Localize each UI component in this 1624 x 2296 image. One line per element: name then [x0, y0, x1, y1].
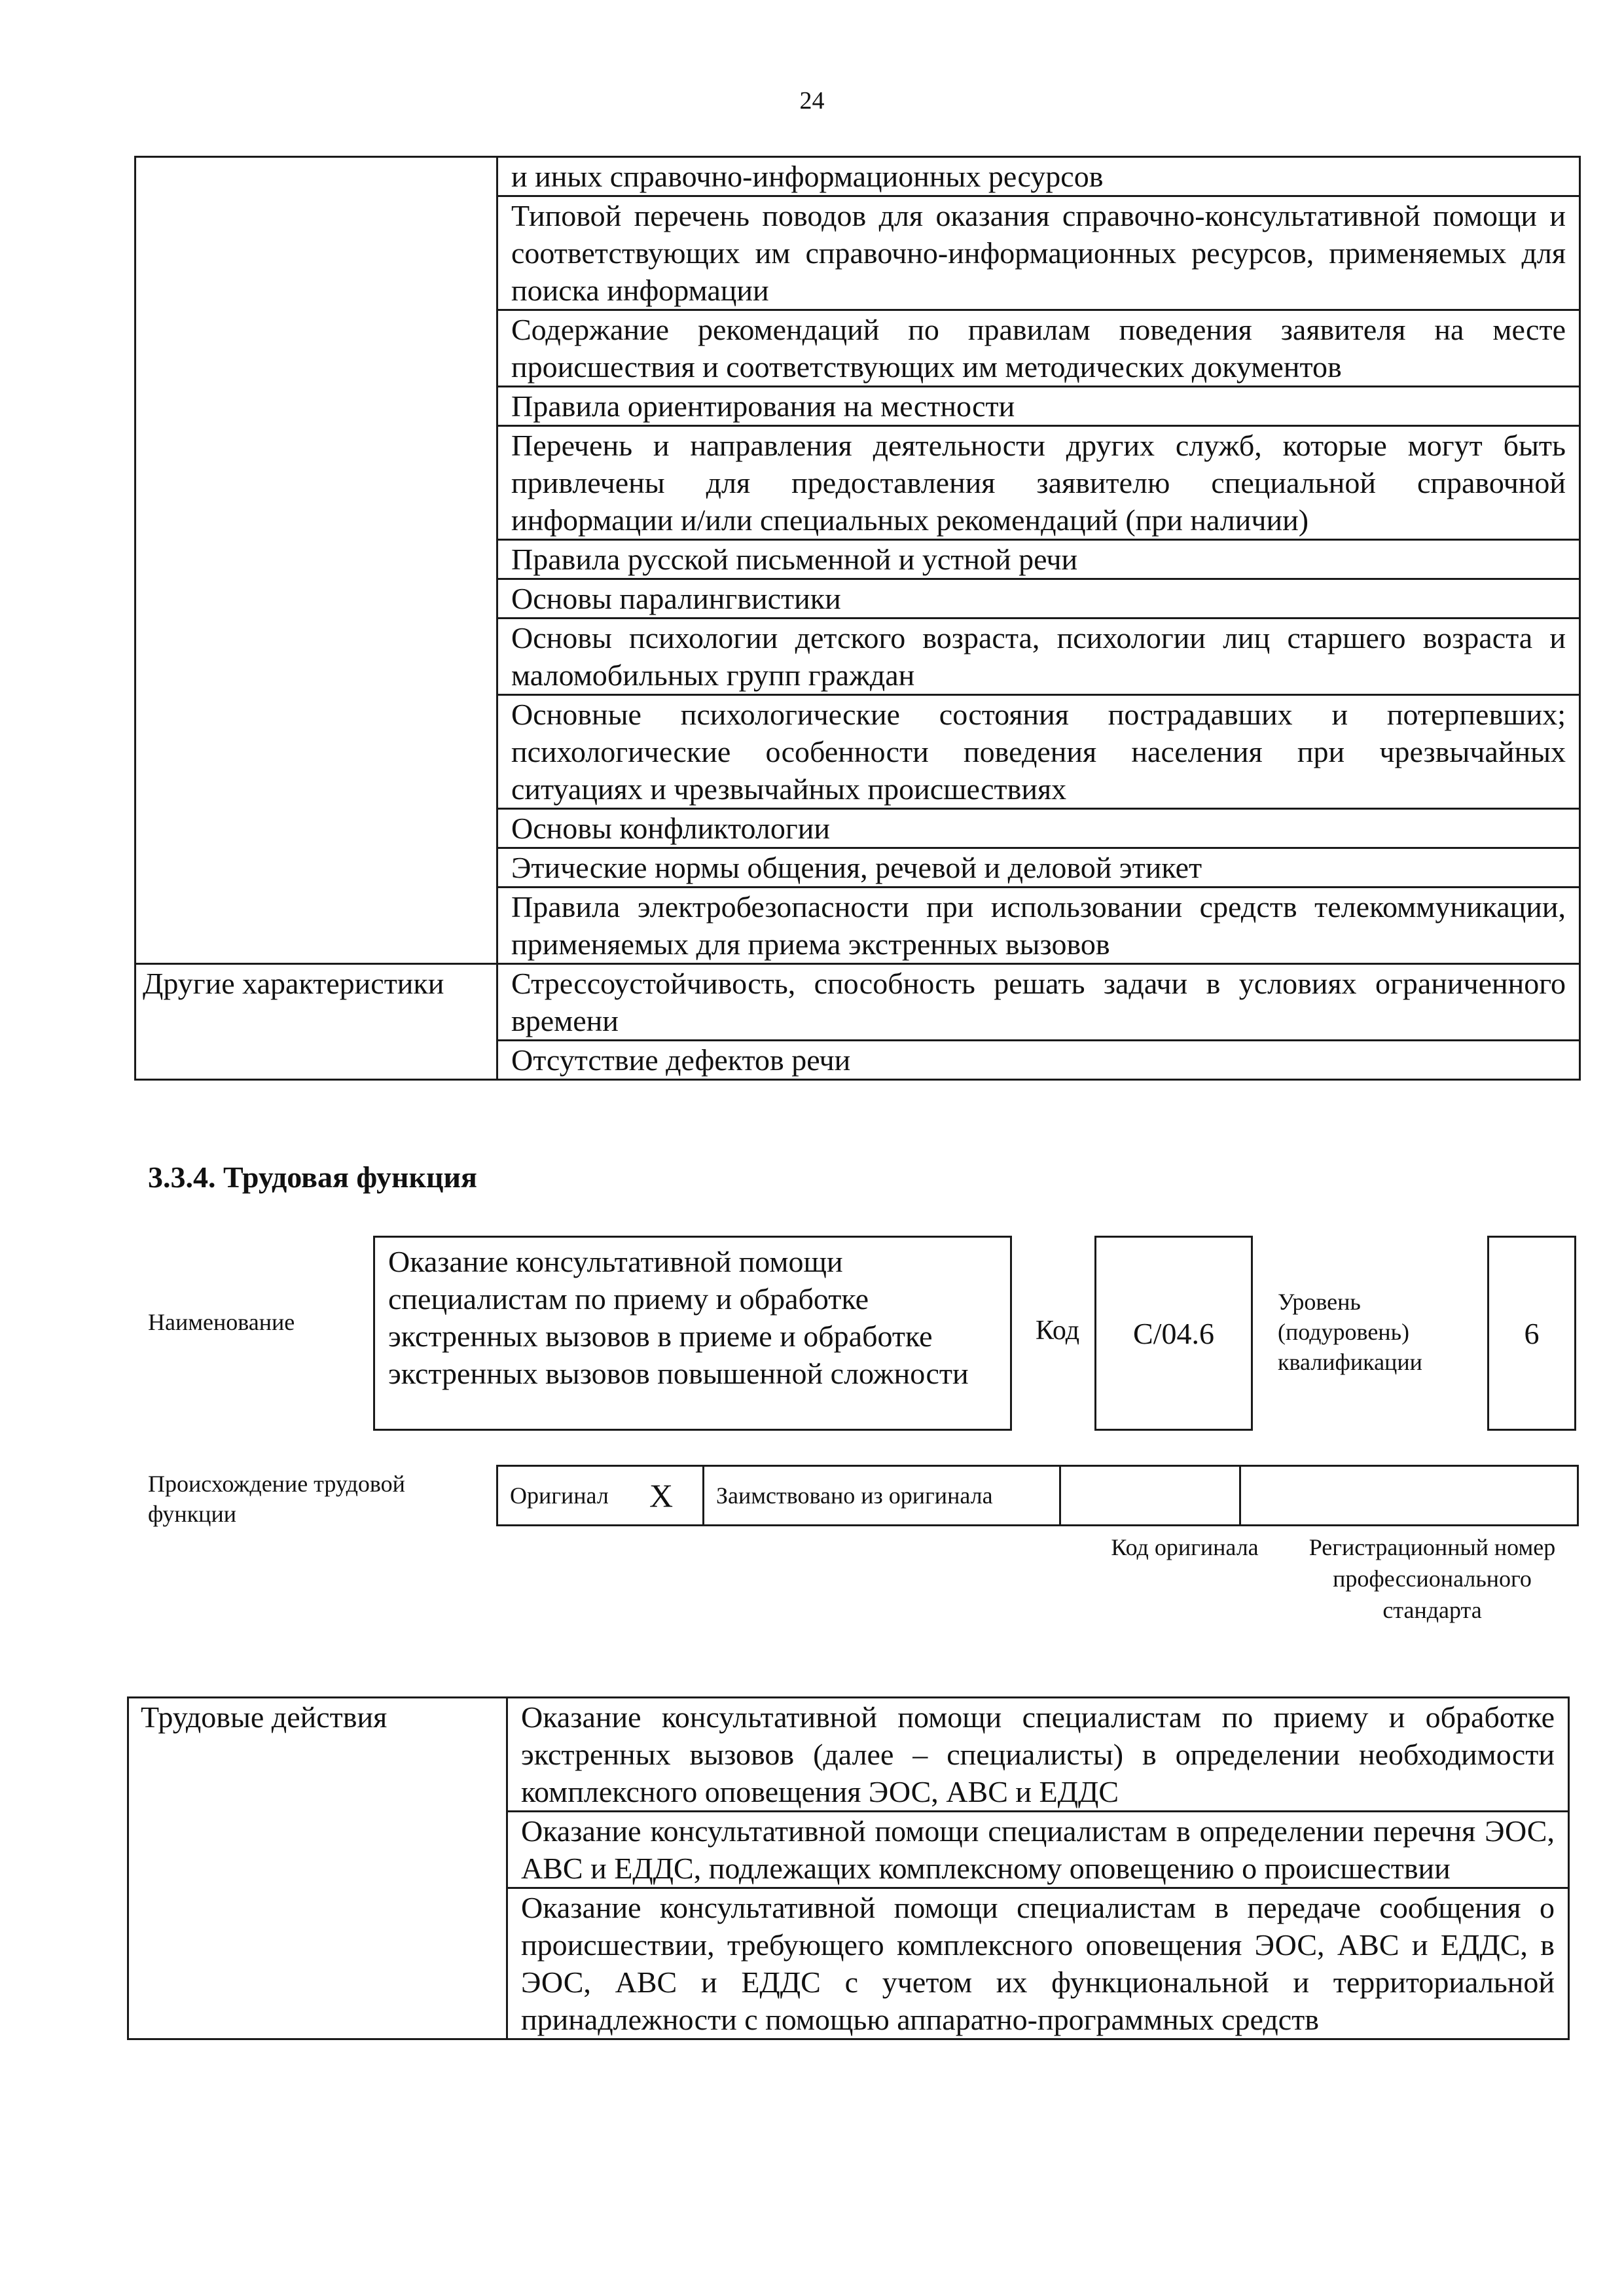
empty-cell	[135, 848, 497, 888]
function-name-box: Оказание консультативной помощи специалистам по приему и обработке экстренных вызовов в приеме и обработке экстренных вызовов повышенной сложности	[373, 1236, 1012, 1431]
table-row	[135, 540, 1580, 579]
characteristic-item: Отсутствие дефектов речи	[497, 1041, 1580, 1080]
knowledge-item: Типовой перечень поводов для оказания справочно-консультативной помощи и соответствующих им справочно-информационных ресурсов, применяемых для поиска информации	[497, 196, 1580, 310]
knowledge-label-cell	[135, 157, 497, 196]
code-caption: Код оригинала	[1111, 1534, 1259, 1560]
table-row	[128, 1888, 1569, 2039]
page-number: 24	[799, 87, 825, 115]
table-row	[128, 1698, 1569, 1812]
table-row	[135, 964, 1580, 1041]
empty-cell	[135, 1041, 497, 1080]
empty-cell	[135, 888, 497, 964]
table-row	[135, 387, 1580, 426]
empty-cell	[135, 426, 497, 540]
labor-actions-label: Трудовые действия	[128, 1698, 507, 1812]
table-row	[135, 196, 1580, 310]
table-row	[135, 310, 1580, 387]
table-row	[135, 579, 1580, 619]
empty-cell	[135, 196, 497, 310]
empty-cell	[135, 310, 497, 387]
code-value: C/04.6	[1133, 1316, 1214, 1350]
name-label: Наименование	[148, 1309, 295, 1335]
empty-cell	[135, 579, 497, 619]
knowledge-item: Правила электробезопасности при использовании средств телекоммуникации, применяемых для приема экстренных вызовов	[497, 888, 1580, 964]
table-row	[135, 695, 1580, 809]
knowledge-item: Правила русской письменной и устной речи	[497, 540, 1580, 579]
section-heading: 3.3.4. Трудовая функция	[148, 1160, 477, 1194]
table-row	[128, 1812, 1569, 1888]
table-row	[135, 426, 1580, 540]
knowledge-item: Содержание рекомендаций по правилам поведения заявителя на месте происшествия и соответствующих им методических документов	[497, 310, 1580, 387]
empty-cell	[135, 619, 497, 695]
empty-cell	[135, 809, 497, 848]
knowledge-item: Этические нормы общения, речевой и деловой этикет	[497, 848, 1580, 888]
original-code-cell	[1060, 1466, 1240, 1526]
empty-cell	[128, 1888, 507, 2039]
table-row	[135, 619, 1580, 695]
origin-label: Происхождение трудовой функции	[148, 1471, 405, 1527]
table-row	[135, 848, 1580, 888]
labor-action-item: Оказание консультативной помощи специалистам в определении перечня ЭОС, АВС и ЕДДС, подлежащих комплексному оповещению о происшествии	[507, 1812, 1569, 1888]
level-value: 6	[1524, 1316, 1540, 1350]
empty-cell	[135, 695, 497, 809]
origin-table	[496, 1465, 1579, 1526]
table-row	[135, 157, 1580, 196]
knowledge-item: Основные психологические состояния пострадавших и потерпевших; психологические особенности поведения населения при чрезвычайных ситуациях и чрезвычайных происшествиях	[497, 695, 1580, 809]
knowledge-item: Правила ориентирования на местности	[497, 387, 1580, 426]
original-mark: X	[620, 1466, 704, 1526]
table-row	[135, 809, 1580, 848]
borrowed-label: Заимствовано из оригинала	[704, 1466, 1060, 1526]
level-label: Уровень (подуровень) квалификации	[1278, 1289, 1422, 1375]
knowledge-item: Основы психологии детского возраста, психологии лиц старшего возраста и маломобильных групп граждан	[497, 619, 1580, 695]
code-box	[1094, 1236, 1253, 1431]
code-label: Код	[1036, 1316, 1080, 1346]
empty-cell	[135, 540, 497, 579]
empty-cell	[135, 387, 497, 426]
labor-action-item: Оказание консультативной помощи специалистам по приему и обработке экстренных вызовов (далее – специалисты) в определении необходимости комплексного оповещения ЭОС, АВС и ЕДДС	[507, 1698, 1569, 1812]
level-box	[1487, 1236, 1576, 1431]
registration-caption: Регистрационный номер профессионального стандарта	[1308, 1534, 1556, 1623]
labor-action-item: Оказание консультативной помощи специалистам в передаче сообщения о происшествии, требующего комплексного оповещения ЭОС, АВС и ЕДДС, в ЭОС, АВС и ЕДДС с учетом их функциональной и территориальной принадлежности с помощью аппаратно-программных средств	[507, 1888, 1569, 2039]
table-row	[135, 1041, 1580, 1080]
labor-actions-table	[127, 1696, 1570, 2040]
knowledge-item: Основы паралингвистики	[497, 579, 1580, 619]
registration-number-cell	[1240, 1466, 1578, 1526]
characteristic-item: Стрессоустойчивость, способность решать задачи в условиях ограниченного времени	[497, 964, 1580, 1041]
table-row	[497, 1466, 1578, 1526]
other-characteristics-label: Другие характеристики	[135, 964, 497, 1041]
table-row	[135, 888, 1580, 964]
knowledge-item: Основы конфликтологии	[497, 809, 1580, 848]
original-label: Оригинал	[497, 1466, 621, 1526]
knowledge-item: Перечень и направления деятельности других служб, которые могут быть привлечены для предоставления заявителю специальной справочной информации и/или специальных рекомендаций (при наличии)	[497, 426, 1580, 540]
empty-cell	[128, 1812, 507, 1888]
knowledge-item: и иных справочно-информационных ресурсов	[497, 157, 1580, 196]
knowledge-table	[134, 156, 1581, 1081]
